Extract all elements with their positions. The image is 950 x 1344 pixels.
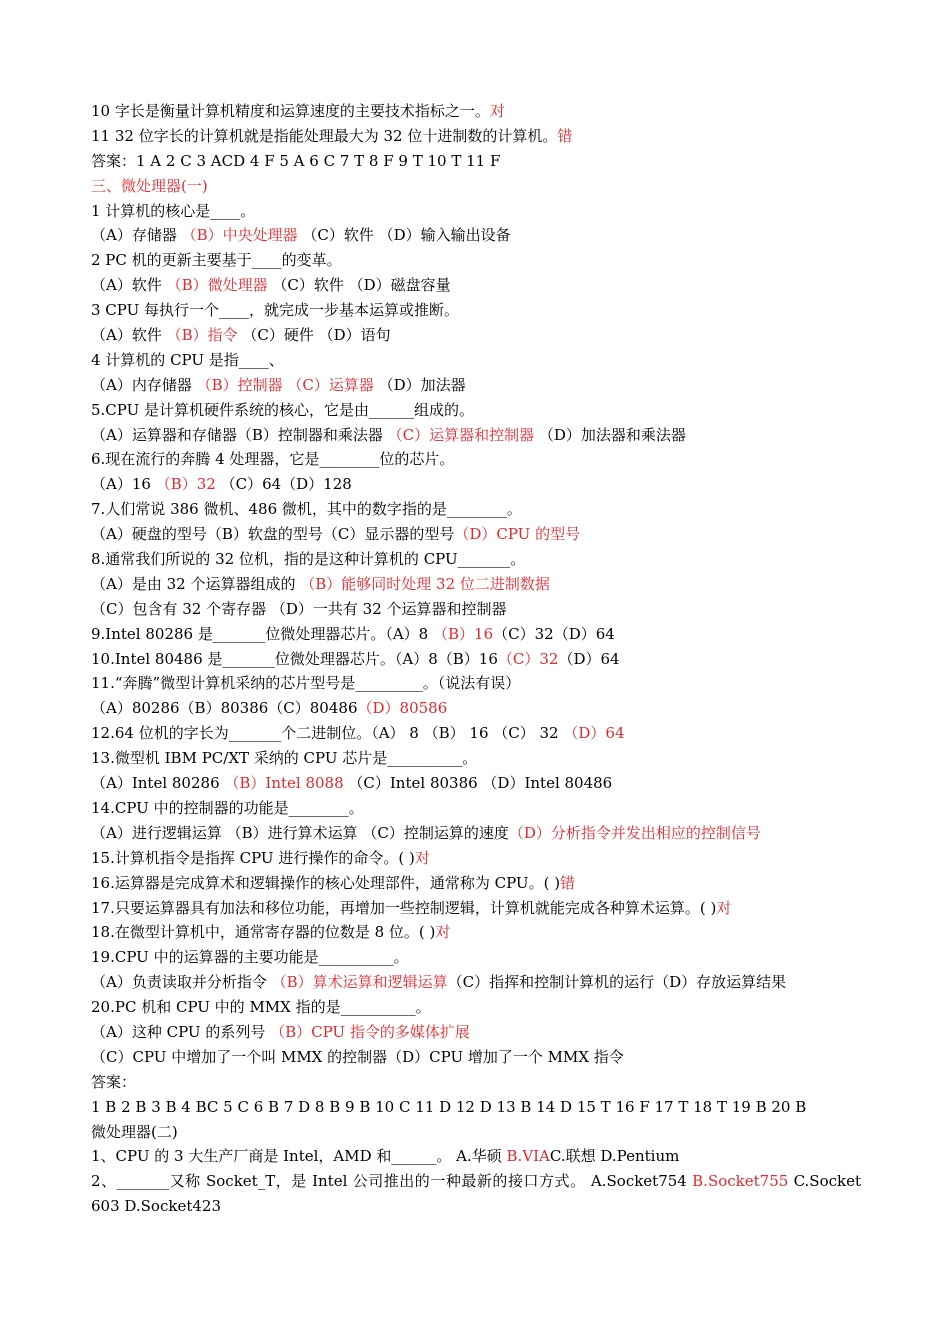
text-segment: （C）包含有 32 个寄存器 （D）一共有 32 个运算器和控制器: [91, 599, 507, 618]
text-line: [91, 572, 861, 597]
answer-highlight: （B）Intel 8088: [224, 774, 344, 793]
text-segment: 答案：: [91, 1072, 137, 1091]
answer-highlight: （D）64: [563, 724, 625, 743]
text-segment: （D）加法器和乘法器: [534, 425, 686, 444]
answer-highlight: （B）能够同时处理 32 位二进制数据: [300, 574, 550, 593]
answer-highlight: 对: [435, 923, 451, 942]
text-line: [91, 472, 861, 497]
text-line: [91, 1070, 861, 1095]
text-segment: （C）CPU 中增加了一个叫 MMX 的控制器（D）CPU 增加了一个 MMX 指令: [91, 1047, 624, 1066]
text-segment: 2 PC 机的更新主要基于____的变革。: [91, 251, 342, 270]
text-line: [91, 821, 861, 846]
text-segment: （C）软件 （D）磁盘容量: [267, 276, 451, 295]
text-line: [91, 771, 861, 796]
text-line: [91, 746, 861, 771]
text-segment: （C）软件 （D）输入输出设备: [297, 226, 511, 245]
answer-highlight: （B）32: [155, 475, 216, 494]
text-segment: （A）16: [91, 475, 156, 494]
answer-highlight: （B）算术运算和逻辑运算: [271, 973, 448, 992]
text-line: [91, 920, 861, 945]
text-line: [91, 248, 861, 273]
text-line: [91, 199, 861, 224]
text-line: [91, 671, 861, 696]
text-segment: 11 32 位字长的计算机就是指能处理最大为 32 位十进制数的计算机。: [91, 126, 558, 145]
text-segment: 19.CPU 中的运算器的主要功能是__________。: [91, 948, 409, 967]
text-segment: （A）硬盘的型号（B）软盘的型号（C）显示器的型号: [91, 525, 455, 544]
text-segment: （A）运算器和存储器（B）控制器和乘法器: [91, 425, 388, 444]
text-line: [91, 223, 861, 248]
text-segment: 3 CPU 每执行一个____，就完成一步基本运算或推断。: [91, 301, 460, 320]
text-segment: （A）软件: [91, 276, 167, 295]
text-line: [91, 945, 861, 970]
document-body: [91, 99, 861, 1219]
text-line: [91, 174, 861, 199]
answer-highlight: （D）CPU 的型号: [454, 525, 581, 544]
text-segment: 16.运算器是完成算术和逻辑操作的核心处理部件，通常称为 CPU。( ): [91, 873, 561, 892]
text-segment: （A）内存储器: [91, 375, 197, 394]
text-segment: C.联想 D.Pentium: [549, 1147, 680, 1166]
answer-highlight: （B）指令: [166, 326, 238, 345]
text-segment: 4 计算机的 CPU 是指____、: [91, 350, 284, 369]
text-line: [91, 1095, 861, 1120]
text-segment: 18.在微型计算机中，通常寄存器的位数是 8 位。( ): [91, 923, 436, 942]
text-segment: （A）负责读取并分析指令: [91, 973, 272, 992]
text-segment: （C）硬件 （D）语句: [237, 326, 391, 345]
text-segment: 5.CPU 是计算机硬件系统的核心，它是由______组成的。: [91, 400, 475, 419]
answer-highlight: （B）微处理器: [166, 276, 268, 295]
answer-highlight: （B）控制器 （C）运算器: [196, 375, 374, 394]
text-line: [91, 1020, 861, 1045]
text-line: [91, 323, 861, 348]
text-line: [91, 1169, 861, 1219]
text-segment: （C）32（D）64: [493, 624, 615, 643]
answer-highlight: 对: [489, 102, 505, 120]
text-line: [91, 149, 861, 174]
answer-highlight: B.VIA: [506, 1147, 550, 1166]
text-segment: （C）指挥和控制计算机的运行（D）存放运算结果: [447, 973, 787, 992]
text-line: [91, 398, 861, 423]
text-segment: 17.只要运算器具有加法和移位功能，再增加一些控制逻辑，计算机就能完成各种算术运算。( ): [91, 898, 717, 917]
text-line: [91, 970, 861, 995]
text-segment: 1 B 2 B 3 B 4 BC 5 C 6 B 7 D 8 B 9 B 10 C 11 D 12 D 13 B 14 D 15 T 16 F 17 T 18 T 19 B 20 B: [91, 1097, 807, 1116]
text-segment: C.Socket 603 D.Socket423: [91, 1172, 861, 1216]
text-segment: 20.PC 机和 CPU 中的 MMX 指的是__________。: [91, 998, 431, 1017]
text-segment: （A）是由 32 个运算器组成的: [91, 574, 301, 593]
text-line: [91, 447, 861, 472]
text-segment: （A）存储器: [91, 226, 182, 245]
text-segment: （C）Intel 80386 （D）Intel 80486: [343, 774, 613, 793]
answer-highlight: （C）32: [497, 649, 559, 668]
text-segment: 答案：1 A 2 C 3 ACD 4 F 5 A 6 C 7 T 8 F 9 T 10 T 11 F: [91, 151, 501, 170]
answer-highlight: B.Socket755: [692, 1172, 789, 1191]
answer-highlight: 对: [414, 848, 430, 867]
text-segment: （D）加法器: [373, 375, 466, 394]
text-line: [91, 497, 861, 522]
text-segment: （A）80286（B）80386（C）80486: [91, 699, 358, 718]
text-segment: 11.“奔腾”微型计算机采纳的芯片型号是_________。（说法有误）: [91, 674, 521, 693]
text-segment: （A）软件: [91, 326, 167, 345]
text-line: [91, 273, 861, 298]
answer-highlight: （B）CPU 指令的多媒体扩展: [270, 1022, 470, 1041]
text-segment: 12.64 位机的字长为_______个二进制位。（A） 8 （B） 16 （C） 32: [91, 724, 564, 743]
text-segment: （A）这种 CPU 的系列号: [91, 1022, 271, 1041]
text-line: [91, 696, 861, 721]
text-line: [91, 1120, 861, 1145]
answer-highlight: 三、微处理器(一): [91, 176, 208, 195]
text-segment: 14.CPU 中的控制器的功能是________。: [91, 798, 364, 817]
text-segment: 13.微型机 IBM PC/XT 采纳的 CPU 芯片是__________。: [91, 749, 478, 768]
answer-highlight: （B）中央处理器: [181, 226, 298, 245]
text-segment: 7.人们常说 386 微机、486 微机，其中的数字指的是________。: [91, 500, 522, 519]
text-segment: 8.通常我们所说的 32 位机，指的是这种计算机的 CPU_______。: [91, 550, 526, 569]
text-segment: 1、CPU 的 3 大生产厂商是 Intel，AMD 和______。 A.华硕: [91, 1147, 507, 1166]
text-line: [91, 995, 861, 1020]
text-line: [91, 896, 861, 921]
answer-highlight: （B）16: [433, 624, 494, 643]
text-segment: 10.Intel 80486 是_______位微处理器芯片。（A）8（B）16: [91, 649, 498, 668]
text-segment: 10 字长是衡量计算机精度和运算速度的主要技术指标之一。: [91, 102, 490, 120]
text-line: [91, 796, 861, 821]
answer-highlight: （C）运算器和控制器: [387, 425, 535, 444]
text-line: [91, 622, 861, 647]
answer-highlight: （D）分析指令并发出相应的控制信号: [508, 823, 761, 842]
text-segment: （A）进行逻辑运算 （B）进行算术运算 （C）控制运算的速度: [91, 823, 509, 842]
text-line: [91, 99, 861, 124]
text-segment: 微处理器(二): [91, 1122, 178, 1141]
text-line: [91, 373, 861, 398]
text-line: [91, 1045, 861, 1070]
text-segment: （D）64: [558, 649, 620, 668]
text-line: [91, 721, 861, 746]
answer-highlight: （D）80586: [357, 699, 448, 718]
text-line: [91, 124, 861, 149]
text-segment: 6.现在流行的奔腾 4 处理器，它是________位的芯片。: [91, 450, 455, 469]
text-line: [91, 547, 861, 572]
text-line: [91, 522, 861, 547]
answer-highlight: 错: [557, 126, 573, 145]
text-line: [91, 647, 861, 672]
text-line: [91, 871, 861, 896]
answer-highlight: 对: [716, 898, 732, 917]
text-line: [91, 348, 861, 373]
text-line: [91, 597, 861, 622]
text-segment: 2、_______又称 Socket_T，是 Intel 公司推出的一种最新的接口方式。 A.Socket754: [91, 1172, 693, 1191]
text-segment: 15.计算机指令是指挥 CPU 进行操作的命令。( ): [91, 848, 415, 867]
text-segment: （C）64（D）128: [215, 475, 352, 494]
text-segment: 9.Intel 80286 是_______位微处理器芯片。（A）8: [91, 624, 433, 643]
text-segment: （A）Intel 80286: [91, 774, 225, 793]
text-line: [91, 1144, 861, 1169]
answer-highlight: 错: [560, 873, 576, 892]
text-line: [91, 298, 861, 323]
text-line: [91, 423, 861, 448]
text-segment: 1 计算机的核心是____。: [91, 201, 256, 220]
text-line: [91, 846, 861, 871]
